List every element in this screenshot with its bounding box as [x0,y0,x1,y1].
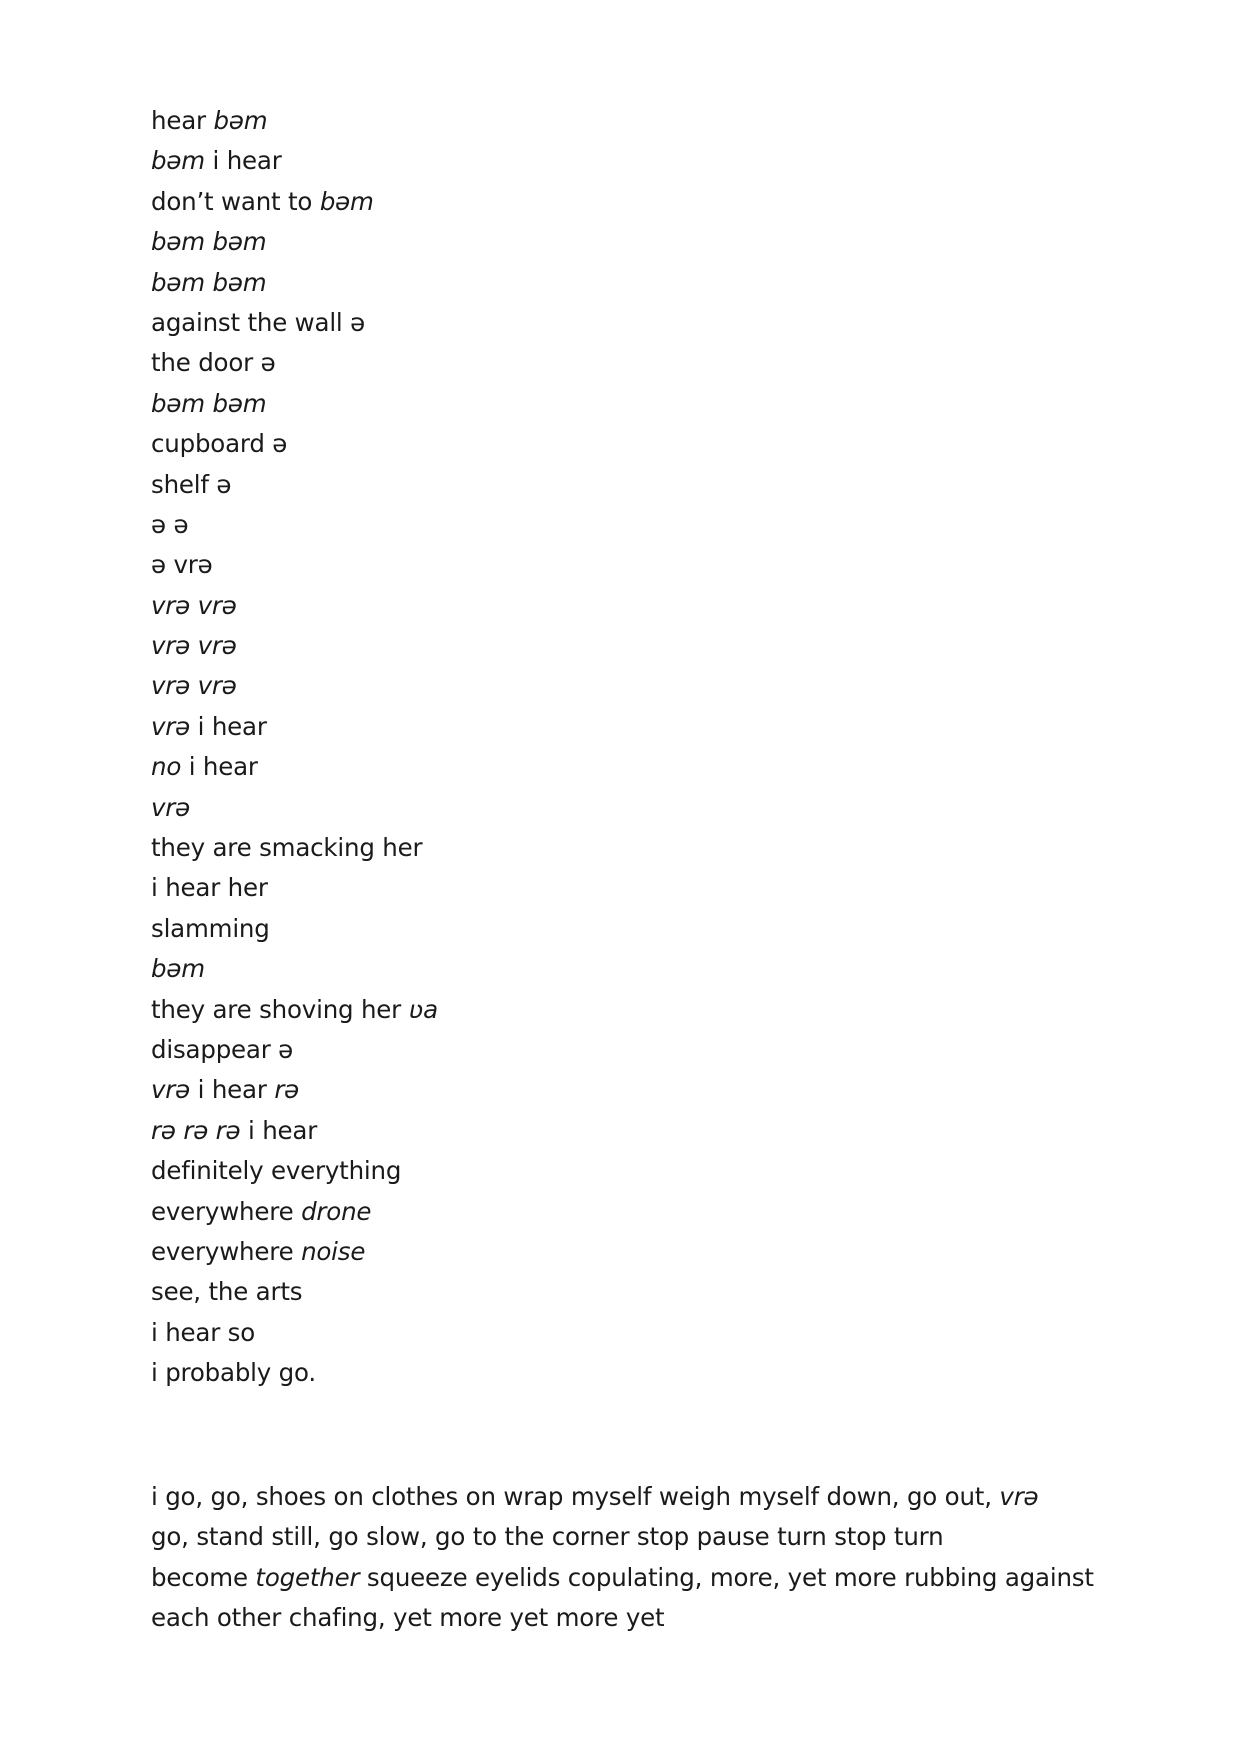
text-segment: the door ə [151,348,276,378]
poem-line [151,1232,438,1272]
italic-text: bəm bəm [151,267,267,297]
poem-line [151,828,438,868]
text-segment: slamming [151,913,270,943]
text-segment: become [151,1562,256,1592]
text-segment: i hear [190,1075,275,1105]
text-segment: everywhere [151,1196,302,1226]
italic-text: bəm [319,186,374,216]
text-segment: disappear ə [151,1034,294,1064]
italic-text: vrə vrə [151,590,237,620]
text-segment: ə ə [151,509,189,539]
poem-line [151,990,438,1030]
poem-line [151,1030,438,1070]
poem-line [151,1313,438,1353]
poem-line [151,1111,438,1151]
poem-line [151,666,438,706]
text-segment: i hear her [151,873,268,903]
italic-text: bəm bəm [151,388,267,418]
poem-line [151,1272,438,1312]
poem-line [151,141,438,181]
poem-line [151,263,438,303]
poem-line [151,747,438,787]
poem-line [151,222,438,262]
prose-paragraph [151,1477,1151,1639]
italic-text: bəm [151,146,205,176]
italic-text: bəm [151,954,205,984]
italic-text: vrə [151,792,191,822]
poem-line [151,182,438,222]
italic-text: noise [301,1236,366,1266]
italic-text: drone [301,1196,372,1226]
prose-line [151,1558,1151,1598]
poem-line [151,101,438,141]
text-segment: i hear [204,146,282,176]
text-segment: definitely everything [151,1156,402,1186]
prose-line [151,1598,1151,1638]
italic-text: vrə [151,1075,191,1105]
text-segment: cupboard ə [151,429,288,459]
italic-text: bəm [213,106,268,135]
text-segment: i hear [240,1115,318,1145]
poem-line [151,868,438,908]
prose-line [151,1517,1151,1557]
poem-line [151,465,438,505]
italic-text: vrə vrə [151,631,237,661]
poem-line [151,1070,438,1110]
poem-line [151,788,438,828]
poem-block [151,101,438,1394]
text-segment: ə vrə [151,550,213,580]
italic-text: rə rə rə [151,1115,241,1145]
poem-line [151,626,438,666]
poem-line [151,707,438,747]
poem-line [151,343,438,383]
text-segment: hear [151,106,214,135]
italic-text: bəm bəm [151,227,267,257]
text-segment: shelf ə [151,469,232,499]
italic-text: vrə vrə [151,671,237,701]
italic-text: vrə [151,711,191,741]
text-segment: against the wall ə [151,307,365,337]
text-segment: i go, go, shoes on clothes on wrap myself weigh myself down, go out, [151,1482,1000,1511]
text-segment: see, the arts [151,1277,303,1307]
text-segment: they are shoving her [151,994,409,1024]
italic-text: vrə [999,1482,1039,1511]
text-segment: everywhere [151,1236,302,1266]
poem-line [151,303,438,343]
poem-line [151,1192,438,1232]
text-segment: each other chafing, yet more yet more yet [151,1603,665,1633]
text-segment: go, stand still, go slow, go to the corner stop pause turn stop turn [151,1522,944,1552]
italic-text: together [255,1562,360,1592]
poem-line [151,1353,438,1393]
poem-line [151,909,438,949]
text-segment: they are smacking her [151,833,423,863]
text-segment: i hear [190,711,267,741]
text-segment: don’t want to [151,186,320,216]
text-segment: i hear [181,752,258,782]
text-segment: i hear so [151,1317,256,1347]
poem-line [151,1151,438,1191]
italic-text: ʋa [408,994,438,1024]
poem-line [151,949,438,989]
prose-line [151,1477,1151,1517]
text-segment: squeeze eyelids copulating, more, yet more rubbing against [359,1562,1094,1592]
poem-line [151,424,438,464]
italic-text: no [151,752,182,782]
poem-line [151,384,438,424]
poem-line [151,545,438,585]
text-segment: i probably go. [151,1358,316,1388]
italic-text: rə [274,1075,300,1105]
poem-line [151,586,438,626]
poem-line [151,505,438,545]
